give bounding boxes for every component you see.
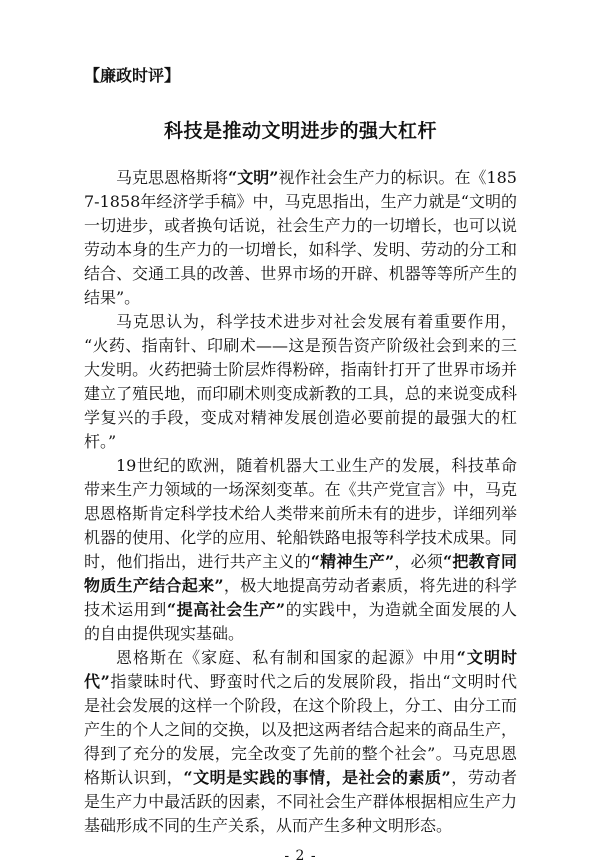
text-run: 的实践中，为造就全面发展的人的自由提供现实基础。 (84, 600, 517, 643)
text-run: 恩格斯在《家庭、私有制和国家的起源》中用 (116, 648, 457, 667)
text-run: 视作社会生产力的标识。在《1857-1858年经济学手稿》中，马克思指出，生产力就是“文明的一切进步，或者换句话说，社会生产力的一切增长，也可以说劳动本身的生产力的一切增长，如科学、发明、劳动的分工和结合、交通工具的改善、世界市场的开辟、机器等等所产生的结果”。 (84, 168, 517, 307)
paragraph (84, 454, 517, 646)
text-run: ，劳动者是生产力中最活跃的因素，不同社会生产群体根据相应生产力基础形成不同的生产关系，从而产生多种文明形态。 (84, 768, 517, 835)
section-tag: 【廉政时评】 (84, 66, 181, 85)
page-number: - 2 - (284, 848, 317, 864)
text-run: 马克思认为，科学技术进步对社会发展有着重要作用，“火药、指南针、印刷术——这是预告资产阶级社会到来的三大发明。火药把骑士阶层炸得粉碎，指南针打开了世界市场并建立了殖民地，而印刷术则变成新教的工具，总的来说变成科学复兴的手段，变成对精神发展创造必要前提的最强大的杠杆。” (84, 312, 517, 451)
paragraph (84, 310, 517, 454)
page-title: 科技是推动文明进步的强大杠杆 (163, 120, 437, 142)
emphasized-text-run: “把教育同物质生产结合起来” (84, 552, 517, 595)
text-run: 马克思恩格斯将 (116, 168, 229, 187)
emphasized-text-run: “文明时代” (84, 648, 517, 691)
paragraph (84, 646, 517, 838)
text-run: 指蒙昧时代、野蛮时代之后的发展阶段，指出“文明时代是社会发展的这样一个阶段，在这个阶段上，分工、由分工而产生的个人之间的交换，以及把这两者结合起来的商品生产，得到了充分的发展，完全改变了先前的整个社会”。马克思恩格斯认识到， (84, 672, 517, 787)
paragraph (84, 166, 517, 310)
text-run: ，极大地提高劳动者素质，将先进的科学技术运用到 (84, 576, 517, 619)
emphasized-text-run: “文明” (228, 168, 279, 187)
emphasized-text-run: “提高社会生产” (166, 600, 286, 619)
emphasized-text-run: “文明是实践的事情，是社会的素质” (183, 768, 451, 787)
text-run: 19世纪的欧洲，随着机器大工业生产的发展，科技革命带来生产力领域的一场深刻变革。在《共产党宣言》中，马克思恩格斯肯定科学技术给人类带来前所未有的进步，详细列举机器的使用、化学的应用、轮船铁路电报等科学技术成果。同时，他们指出，进行共产主义的 (84, 456, 517, 571)
emphasized-text-run: “精神生产” (310, 552, 395, 571)
document-body (84, 166, 517, 838)
text-run: ，必须 (394, 552, 443, 571)
